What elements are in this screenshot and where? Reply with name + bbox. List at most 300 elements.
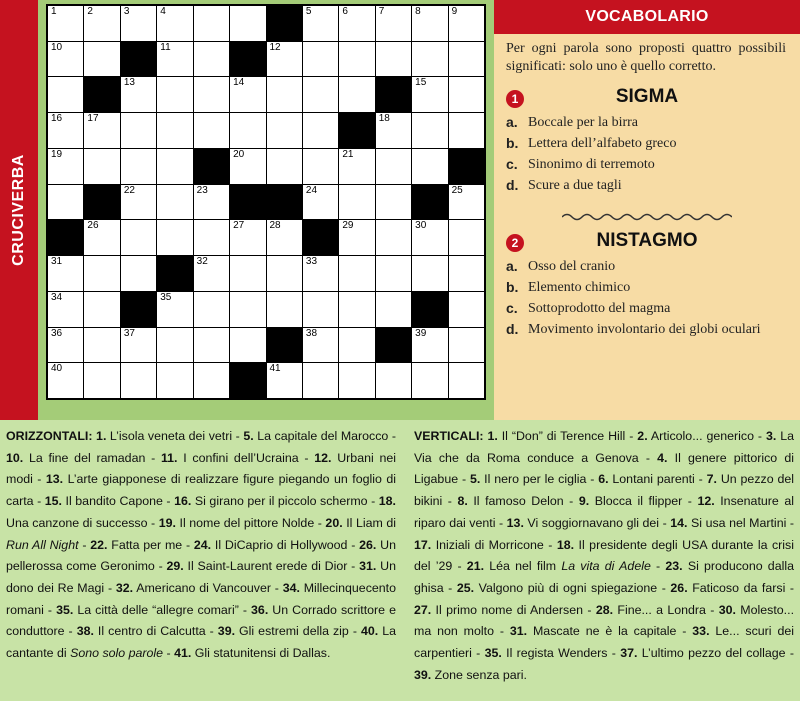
- cell-number: 21: [342, 148, 354, 160]
- clue: [507, 516, 671, 530]
- clue-text: L’isola veneta dei vetri -: [106, 429, 244, 443]
- answer-option: [506, 133, 800, 154]
- clue-number: 6.: [598, 472, 609, 487]
- crossword-area: [38, 0, 494, 420]
- grid-cell[interactable]: [267, 363, 302, 398]
- grid-cell[interactable]: [84, 292, 119, 327]
- clue-number: 5.: [243, 429, 254, 443]
- black-cell: [267, 328, 302, 363]
- clue-number: 32.: [115, 580, 134, 595]
- answer-option: [506, 112, 800, 133]
- grid-cell[interactable]: [339, 256, 374, 291]
- clue: [414, 538, 557, 552]
- grid-cell[interactable]: [48, 42, 83, 77]
- grid-cell[interactable]: [194, 220, 229, 255]
- grid-cell[interactable]: [449, 6, 484, 41]
- grid-cell[interactable]: [303, 77, 338, 112]
- clue-text: L’arte giapponese di realizzare figure piegando un foglio di carta -: [6, 472, 396, 509]
- clue: [243, 429, 396, 443]
- clue-number: 20.: [325, 515, 343, 530]
- clue-text: La capitale del Marocco -: [253, 429, 396, 443]
- clue-text: La città delle “allegre comari” -: [73, 602, 252, 617]
- clue-text: Il Liam di: [342, 515, 396, 530]
- option-text: Boccale per la birra: [528, 115, 638, 130]
- clue: [116, 581, 283, 595]
- clue-number: 41.: [174, 646, 192, 661]
- clue-title: La vita di Adele: [561, 559, 651, 574]
- grid-cell[interactable]: [157, 292, 192, 327]
- black-cell: [267, 185, 302, 220]
- cell-number: 6: [342, 6, 348, 17]
- grid-cell[interactable]: [194, 363, 229, 398]
- cell-number: 17: [87, 113, 99, 125]
- clues-heading: VERTICALI:: [414, 429, 484, 443]
- grid-cell[interactable]: [121, 77, 156, 112]
- grid-cell[interactable]: [230, 77, 265, 112]
- clue: [579, 494, 698, 508]
- clue-text: -: [78, 537, 91, 552]
- grid-cell[interactable]: [267, 77, 302, 112]
- grid-cell[interactable]: [376, 256, 411, 291]
- clue-number: 13.: [45, 472, 64, 487]
- grid-cell[interactable]: [157, 363, 192, 398]
- cell-number: 22: [123, 184, 135, 196]
- grid-cell[interactable]: [376, 292, 411, 327]
- grid-cell[interactable]: [449, 113, 484, 148]
- option-text: Lettera dell’alfabeto greco: [528, 136, 677, 151]
- grid-cell[interactable]: [230, 6, 265, 41]
- grid-cell[interactable]: [121, 363, 156, 398]
- grid-cell[interactable]: [267, 292, 302, 327]
- cell-number: 35: [160, 291, 172, 303]
- grid-cell[interactable]: [449, 77, 484, 112]
- clue: [90, 538, 194, 552]
- clue-number: 39.: [414, 667, 432, 682]
- clue: [670, 581, 794, 595]
- clue-number: 5.: [469, 472, 481, 487]
- clue-text: Il nero per le ciglia -: [480, 472, 599, 487]
- grid-cell[interactable]: [194, 77, 229, 112]
- clue-number: 22.: [90, 537, 108, 552]
- grid-cell[interactable]: [48, 6, 83, 41]
- black-cell: [121, 42, 156, 77]
- grid-cell[interactable]: [376, 363, 411, 398]
- clue-text: L’ultimo pezzo del collage -: [637, 646, 794, 661]
- clue-text: Urbani nei modi -: [6, 450, 396, 487]
- grid-cell[interactable]: [376, 6, 411, 41]
- grid-cell[interactable]: [267, 113, 302, 148]
- cell-number: 32: [196, 256, 208, 268]
- option-letter: a.: [506, 114, 518, 130]
- cell-number: 31: [51, 256, 63, 268]
- grid-cell[interactable]: [303, 149, 338, 184]
- grid-cell[interactable]: [376, 42, 411, 77]
- cell-number: 16: [51, 113, 63, 125]
- grid-cell[interactable]: [121, 220, 156, 255]
- clue: [470, 472, 598, 486]
- cell-number: 28: [269, 220, 281, 232]
- clue-text: Il nome del pittore Nolde -: [175, 515, 326, 530]
- clue-text: -: [163, 646, 175, 661]
- clue-number: 10.: [6, 450, 24, 465]
- grid-cell[interactable]: [267, 149, 302, 184]
- clue-number: 18.: [378, 494, 396, 509]
- cell-number: 29: [342, 220, 354, 232]
- clue-number: 9.: [578, 494, 590, 509]
- clue-number: 17.: [414, 537, 432, 552]
- cell-number: 26: [87, 220, 99, 232]
- clue-number: 35.: [484, 646, 502, 661]
- cell-number: 12: [269, 41, 281, 53]
- clue-number: 31.: [509, 624, 528, 639]
- grid-cell[interactable]: [412, 256, 447, 291]
- clue-text: Fatta per me -: [107, 537, 194, 552]
- grid-cell[interactable]: [84, 328, 119, 363]
- grid-cell[interactable]: [412, 42, 447, 77]
- clue-text: Si girano per il piccolo schermo -: [191, 494, 379, 509]
- question-2-number: 2: [506, 234, 524, 252]
- answer-option: [506, 154, 800, 175]
- answer-option: [506, 319, 800, 340]
- option-text: Sottoprodotto del magma: [528, 301, 671, 316]
- option-letter: a.: [506, 258, 518, 274]
- grid-cell[interactable]: [121, 6, 156, 41]
- clue-number: 34.: [282, 580, 300, 595]
- clue-number: 23.: [665, 559, 683, 574]
- clue-text: Faticoso da farsi -: [687, 580, 795, 595]
- grid-cell[interactable]: [339, 220, 374, 255]
- grid-cell[interactable]: [303, 185, 338, 220]
- cell-number: 3: [123, 6, 130, 17]
- clue-text: Il presidente degli USA durante la crisi del ’29 -: [414, 537, 794, 574]
- black-cell: [230, 185, 265, 220]
- cell-number: 20: [233, 148, 245, 160]
- clue-text: Millecinquecento romani -: [6, 580, 397, 617]
- grid-cell[interactable]: [157, 220, 192, 255]
- cell-number: 27: [233, 220, 245, 232]
- clue-text: Blocca il flipper -: [589, 494, 698, 509]
- clue-text: Gli statunitensi di Dallas.: [191, 646, 331, 661]
- grid-cell[interactable]: [157, 185, 192, 220]
- grid-cell[interactable]: [194, 185, 229, 220]
- clue-text: Il “Don” di Terence Hill -: [497, 429, 638, 443]
- grid-cell[interactable]: [267, 220, 302, 255]
- grid-cell[interactable]: [48, 185, 83, 220]
- clues-verticali: [414, 426, 794, 686]
- clue: [167, 559, 360, 573]
- black-cell: [157, 256, 192, 291]
- grid-cell[interactable]: [84, 149, 119, 184]
- clue-text: -: [650, 559, 666, 574]
- grid-cell[interactable]: [412, 6, 447, 41]
- question-2-header: [494, 230, 800, 256]
- clue: [174, 494, 379, 508]
- clue-text: Americano di Vancouver -: [133, 580, 283, 595]
- grid-cell[interactable]: [84, 256, 119, 291]
- grid-cell[interactable]: [412, 149, 447, 184]
- grid-cell[interactable]: [339, 363, 374, 398]
- clue-text: Valgono più di ogni spiegazione -: [474, 580, 671, 595]
- option-letter: d.: [506, 177, 519, 193]
- grid-cell[interactable]: [157, 328, 192, 363]
- black-cell: [194, 149, 229, 184]
- clue-text: Molesto... ma non molto -: [414, 602, 795, 639]
- clue-text: Il centro di Calcutta -: [93, 624, 218, 639]
- question-1-word: SIGMA: [615, 86, 679, 107]
- clue-text: Zone senza pari.: [431, 667, 527, 682]
- cell-number: 8: [415, 6, 421, 17]
- clue-text: Fine... a Londra -: [613, 602, 719, 617]
- clue-number: 38.: [76, 624, 94, 639]
- black-cell: [84, 77, 119, 112]
- grid-cell[interactable]: [121, 149, 156, 184]
- black-cell: [412, 185, 447, 220]
- grid-cell[interactable]: [84, 42, 119, 77]
- clue-number: 24.: [193, 537, 212, 552]
- cell-number: 36: [51, 327, 63, 339]
- grid-cell[interactable]: [48, 113, 83, 148]
- black-cell: [376, 77, 411, 112]
- clue-number: 14.: [670, 515, 688, 530]
- clue: [414, 668, 527, 682]
- clue-number: 8.: [457, 494, 468, 509]
- grid-cell[interactable]: [230, 220, 265, 255]
- clue: [485, 646, 621, 660]
- black-cell: [339, 113, 374, 148]
- black-cell: [84, 185, 119, 220]
- clue-number: 12.: [697, 494, 715, 509]
- grid-cell[interactable]: [194, 113, 229, 148]
- clue-text: La cantante di: [6, 624, 396, 661]
- grid-cell[interactable]: [230, 256, 265, 291]
- clue: [487, 429, 637, 443]
- grid-cell[interactable]: [449, 363, 484, 398]
- clue-number: 28.: [595, 602, 614, 617]
- grid-cell[interactable]: [157, 6, 192, 41]
- clue-number: 30.: [718, 602, 736, 617]
- sidebar-label-text: CRUCIVERBA: [10, 154, 28, 266]
- grid-cell[interactable]: [449, 185, 484, 220]
- clue-number: 31.: [359, 559, 377, 574]
- clue-number: 40.: [360, 624, 379, 639]
- cell-number: 39: [415, 327, 427, 339]
- grid-cell[interactable]: [376, 149, 411, 184]
- grid-cell[interactable]: [376, 113, 411, 148]
- grid-cell[interactable]: [48, 77, 83, 112]
- black-cell: [267, 6, 302, 41]
- grid-cell[interactable]: [230, 292, 265, 327]
- grid-cell[interactable]: [230, 113, 265, 148]
- vocabulary-intro: Per ogni parola sono proposti quattro possibili significati: solo uno è quello corretto.: [506, 41, 786, 74]
- clue-text: Léa nel film: [484, 559, 562, 574]
- question-1-header: [494, 86, 800, 112]
- black-cell: [48, 220, 83, 255]
- clue-number: 3.: [765, 429, 777, 443]
- grid-cell[interactable]: [339, 185, 374, 220]
- grid-cell[interactable]: [157, 113, 192, 148]
- option-text: Movimento involontario dei globi oculari: [528, 322, 761, 337]
- wave-divider: [562, 212, 732, 222]
- grid-cell[interactable]: [303, 6, 338, 41]
- clue: [161, 451, 314, 465]
- grid-cell[interactable]: [376, 220, 411, 255]
- clue-text: Una canzone di successo -: [6, 515, 159, 530]
- clue-text: Si usa nel Martini -: [687, 515, 794, 530]
- grid-cell[interactable]: [48, 256, 83, 291]
- grid-cell[interactable]: [230, 149, 265, 184]
- clue-text: Un pezzo del bikini -: [414, 472, 794, 509]
- clue-number: 1.: [96, 429, 107, 443]
- grid-cell[interactable]: [303, 256, 338, 291]
- grid-cell[interactable]: [449, 292, 484, 327]
- clue-text: I confini dell’Ucraina -: [177, 450, 315, 465]
- grid-cell[interactable]: [339, 77, 374, 112]
- option-text: Elemento chimico: [528, 280, 631, 295]
- grid-cell[interactable]: [449, 220, 484, 255]
- vocabulary-title: VOCABOLARIO: [494, 0, 800, 34]
- option-text: Osso del cranio: [528, 259, 616, 274]
- grid-cell[interactable]: [48, 328, 83, 363]
- black-cell: [303, 220, 338, 255]
- black-cell: [230, 363, 265, 398]
- grid-cell[interactable]: [339, 42, 374, 77]
- grid-cell[interactable]: [339, 6, 374, 41]
- grid-cell[interactable]: [194, 328, 229, 363]
- cell-number: 11: [160, 41, 171, 53]
- grid-cell[interactable]: [339, 149, 374, 184]
- clue-number: 15.: [44, 494, 62, 509]
- grid-cell[interactable]: [84, 363, 119, 398]
- cell-number: 9: [451, 6, 458, 17]
- option-letter: b.: [506, 135, 519, 151]
- clue: [77, 624, 218, 638]
- grid-cell[interactable]: [48, 149, 83, 184]
- grid-cell[interactable]: [230, 328, 265, 363]
- cell-number: 14: [233, 77, 245, 89]
- grid-cell[interactable]: [303, 113, 338, 148]
- clue-text: Insenature al riparo dai venti -: [414, 494, 794, 530]
- clue-text: Articolo... generico -: [647, 429, 766, 443]
- clue-text: Il bandito Capone -: [62, 494, 175, 509]
- grid-cell[interactable]: [84, 220, 119, 255]
- cell-number: 2: [87, 6, 93, 17]
- cell-number: 24: [305, 184, 318, 196]
- cell-number: 23: [196, 184, 208, 196]
- clue: [56, 603, 251, 617]
- grid-cell[interactable]: [194, 6, 229, 41]
- grid-cell[interactable]: [121, 113, 156, 148]
- clue-text: Vi soggiornavano gli dei -: [523, 515, 671, 530]
- clue-number: 11.: [160, 450, 178, 465]
- grid-cell[interactable]: [48, 292, 83, 327]
- clue: [96, 429, 243, 443]
- cell-number: 38: [305, 327, 318, 339]
- clue-text: La fine del ramadan -: [23, 450, 161, 465]
- grid-cell[interactable]: [449, 328, 484, 363]
- grid-cell[interactable]: [157, 77, 192, 112]
- grid-cell[interactable]: [339, 292, 374, 327]
- grid-cell[interactable]: [267, 256, 302, 291]
- clue-text: Il DiCaprio di Hollywood -: [211, 537, 360, 552]
- clues-orizzontali: [6, 426, 396, 665]
- option-letter: c.: [506, 156, 518, 172]
- clues-heading: ORIZZONTALI:: [6, 429, 93, 443]
- answer-option: [506, 277, 800, 298]
- clue-number: 25.: [456, 580, 475, 595]
- cell-number: 13: [123, 77, 135, 89]
- grid-cell[interactable]: [376, 185, 411, 220]
- cell-number: 37: [123, 327, 135, 339]
- grid-cell[interactable]: [303, 328, 338, 363]
- clue: [598, 472, 706, 486]
- grid-cell[interactable]: [194, 42, 229, 77]
- grid-cell[interactable]: [84, 113, 119, 148]
- clue-number: 1.: [487, 429, 498, 443]
- grid-cell[interactable]: [157, 149, 192, 184]
- clue-title: Sono solo parole: [70, 646, 164, 661]
- grid-cell[interactable]: [194, 292, 229, 327]
- grid-cell[interactable]: [48, 363, 83, 398]
- clue-number: 18.: [556, 537, 575, 552]
- grid-cell[interactable]: [121, 328, 156, 363]
- clue: [174, 646, 330, 660]
- clue-number: 27.: [414, 602, 432, 617]
- grid-cell[interactable]: [121, 185, 156, 220]
- grid-cell[interactable]: [121, 256, 156, 291]
- grid-cell[interactable]: [267, 42, 302, 77]
- black-cell: [230, 42, 265, 77]
- clue-number: 33.: [692, 624, 710, 639]
- grid-cell[interactable]: [339, 328, 374, 363]
- clue-text: Gli estremi della zip -: [235, 624, 361, 639]
- clue: [670, 516, 794, 530]
- cell-number: 30: [415, 220, 427, 232]
- grid-cell[interactable]: [157, 42, 192, 77]
- grid-cell[interactable]: [303, 292, 338, 327]
- grid-cell[interactable]: [412, 220, 447, 255]
- cell-number: 34: [51, 291, 63, 303]
- cell-number: 7: [378, 6, 385, 17]
- answer-option: [506, 175, 800, 196]
- grid-cell[interactable]: [412, 77, 447, 112]
- clue-number: 13.: [506, 515, 524, 530]
- clue-text: Lontani parenti -: [608, 472, 707, 487]
- clue-number: 29.: [166, 559, 184, 574]
- question-1-number: 1: [506, 90, 524, 108]
- sidebar-label: [0, 0, 38, 420]
- grid-cell[interactable]: [412, 363, 447, 398]
- black-cell: [412, 292, 447, 327]
- grid-cell[interactable]: [449, 42, 484, 77]
- clue-number: 26.: [670, 580, 688, 595]
- clue: [218, 624, 361, 638]
- grid-cell[interactable]: [412, 113, 447, 148]
- clue-text: Il regista Wenders -: [501, 646, 621, 661]
- clue-text: Il primo nome di Andersen -: [431, 602, 596, 617]
- clues-panel: [0, 420, 800, 701]
- clue: [637, 429, 766, 443]
- clue-number: 35.: [56, 602, 74, 617]
- grid-cell[interactable]: [449, 256, 484, 291]
- clue: [510, 624, 692, 638]
- grid-cell[interactable]: [194, 256, 229, 291]
- grid-cell[interactable]: [303, 42, 338, 77]
- grid-cell[interactable]: [303, 363, 338, 398]
- clue-text: Il genere pittorico di Ligabue -: [414, 450, 795, 487]
- grid-cell[interactable]: [84, 6, 119, 41]
- grid-cell[interactable]: [412, 328, 447, 363]
- option-letter: d.: [506, 321, 519, 337]
